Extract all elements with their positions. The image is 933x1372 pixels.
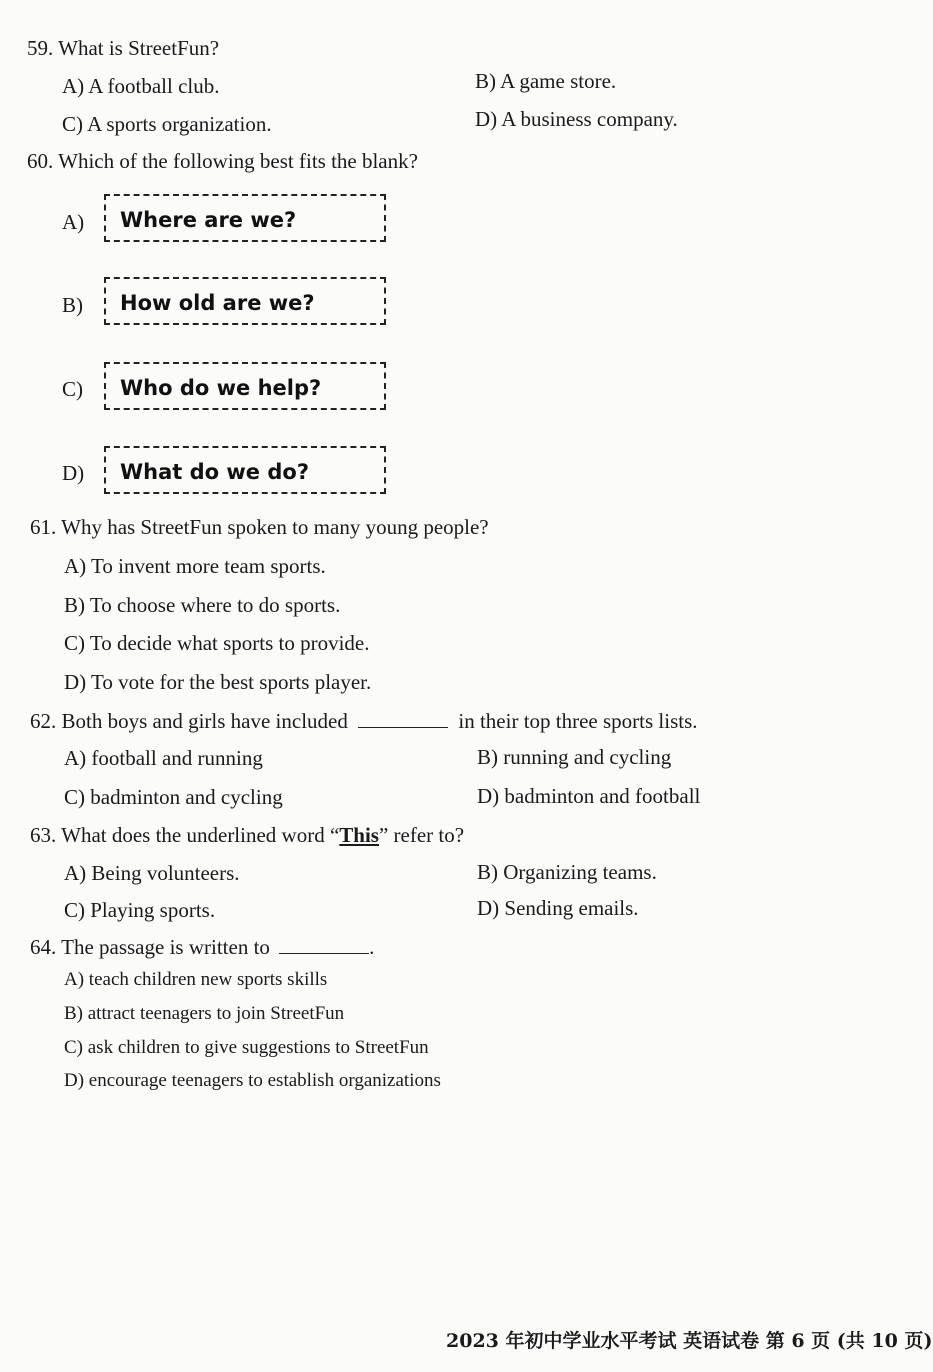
- question-61-option-a: A) To invent more team sports.: [64, 554, 326, 578]
- question-63-underlined-word: This: [339, 823, 379, 847]
- question-61-option-d: D) To vote for the best sports player.: [64, 670, 372, 694]
- question-63-option-b: B) Organizing teams.: [477, 860, 657, 884]
- question-60-option-c-text: Who do we help?: [120, 376, 322, 400]
- question-63-stem: [30, 825, 464, 846]
- question-63-option-c: C) Playing sports.: [64, 898, 216, 922]
- question-64-option-b: B) attract teenagers to join StreetFun: [64, 1003, 345, 1024]
- question-60-option-a-box: [104, 194, 386, 242]
- question-62-option-a: A) football and running: [64, 746, 263, 770]
- question-64-blank: [279, 935, 369, 954]
- question-64-stem-start: 64. The passage is written to: [30, 935, 270, 959]
- question-64-option-c: C) ask children to give suggestions to StreetFun: [64, 1037, 429, 1058]
- question-59-option-d: D) A business company.: [475, 107, 678, 131]
- question-60-option-a-text: Where are we?: [120, 208, 297, 232]
- question-64-stem: [30, 935, 374, 958]
- question-60-option-c-label: C): [62, 377, 83, 401]
- question-60-stem: 60. Which of the following best fits the blank?: [27, 149, 418, 173]
- question-59-option-c: C) A sports organization.: [62, 112, 272, 136]
- question-63-option-d: D) Sending emails.: [477, 896, 639, 920]
- question-62-stem: [30, 709, 698, 732]
- question-60-option-b-box: [104, 277, 386, 325]
- question-61-option-c: C) To decide what sports to provide.: [64, 631, 370, 655]
- question-59-option-a: A) A football club.: [62, 74, 220, 98]
- question-62-option-c: C) badminton and cycling: [64, 785, 283, 809]
- question-60-option-d-label: D): [62, 461, 85, 485]
- question-60-option-b-text: How old are we?: [120, 291, 315, 315]
- question-60-option-d-box: [104, 446, 386, 494]
- question-62-stem-end: in their top three sports lists.: [458, 709, 698, 733]
- question-63-stem-end: ” refer to?: [378, 823, 465, 847]
- question-63-option-a: A) Being volunteers.: [64, 861, 240, 885]
- question-60-option-c-box: [104, 362, 386, 410]
- question-62-option-d: D) badminton and football: [477, 784, 701, 808]
- question-64-stem-end: .: [369, 935, 375, 959]
- question-62-stem-start: 62. Both boys and girls have included: [30, 709, 348, 733]
- question-62-blank: [358, 709, 448, 728]
- question-64-option-a: A) teach children new sports skills: [64, 969, 328, 990]
- page-footer: 2023 年初中学业水平考试 英语试卷 第 6 页 (共 10 页): [446, 1330, 933, 1352]
- question-59-stem: 59. What is StreetFun?: [27, 36, 220, 60]
- question-61-stem: 61. Why has StreetFun spoken to many young people?: [30, 515, 489, 539]
- question-64-option-d: D) encourage teenagers to establish organizations: [64, 1070, 441, 1091]
- question-63-stem-start: 63. What does the underlined word “: [30, 823, 340, 847]
- question-62-option-b: B) running and cycling: [477, 745, 672, 769]
- question-60-option-a-label: A): [62, 210, 85, 234]
- question-59-option-b: B) A game store.: [475, 69, 617, 93]
- question-60-option-d-text: What do we do?: [120, 460, 309, 484]
- question-61-option-b: B) To choose where to do sports.: [64, 593, 341, 617]
- question-60-option-b-label: B): [62, 293, 83, 317]
